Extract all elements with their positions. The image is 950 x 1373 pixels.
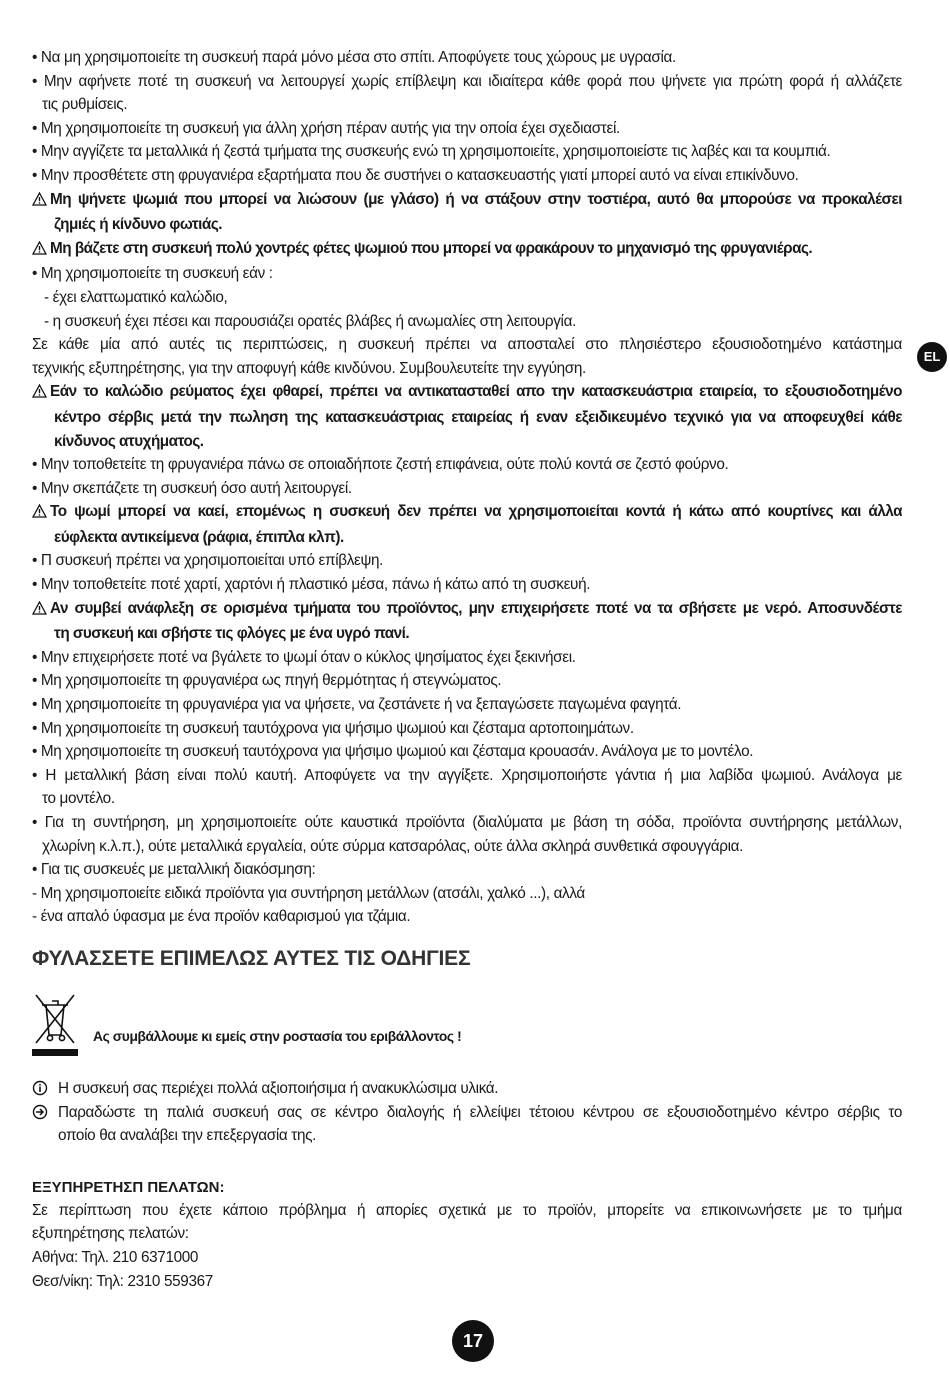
instruction-text: ένα απαλό ύφασμα με ένα προϊόν καθαρισμού για τζάμια. — [40, 908, 411, 926]
instruction-text: Το ψωμί μπορεί να καεί, επομένως η συσκευή δεν πρέπει να χρησιμοποιείται κοντά ή κάτω από κουρτίνες και άλλα — [50, 503, 902, 521]
dashflush-item-27-line-0 — [32, 905, 902, 929]
warn-item-14-line-0 — [32, 500, 902, 526]
para-item-10-line-0 — [32, 333, 902, 357]
bullet-item-3-line-0 — [32, 140, 902, 164]
instruction-text: χλωρίνη κ.λ.π.), ούτε μεταλλικά εργαλεία, ούτε σύρμα κατσαρόλας, ούτε άλλα σκληρά συνθετικά σφουγγάρια. — [42, 837, 744, 855]
customer-service-intro-1: Σε περίπτωση που έχετε κάποιο πρόβλημα ή απορίες σχετικά με το προϊόν, μπορείτε να επικοινωνήσετε με το τμήμα — [32, 1201, 902, 1219]
safety-instructions-list — [32, 46, 902, 929]
list-marker: • — [32, 696, 41, 714]
bullet-item-21-line-0 — [32, 717, 902, 741]
environment-caption: Ας συμβάλλουμε κι εμείς στην ροστασία του εριβάλλοντος ! — [93, 1028, 462, 1044]
info-icon — [32, 1080, 48, 1096]
instruction-text: Μη χρησιμοποιείτε τη φρυγανιέρα ως πηγή θερμότητας ή στεγνώματος. — [40, 672, 502, 690]
warn-item-11-line-0 — [32, 380, 902, 406]
bullet-item-19-line-0 — [32, 669, 902, 693]
list-marker: • — [32, 672, 41, 690]
warning-icon — [32, 190, 47, 214]
list-marker: • — [32, 72, 44, 90]
instruction-text: Μη χρησιμοποιείτε τη συσκευή για άλλη χρήση πέραν αυτής για την οποία έχει σχεδιαστεί. — [40, 119, 620, 137]
warn-item-5-line-1 — [32, 213, 902, 237]
bullet-item-7-line-0 — [32, 262, 902, 286]
instruction-text: Μη χρησιμοποιείτε τη συσκευή εάν : — [40, 265, 273, 283]
page-content — [32, 46, 902, 1293]
list-marker: • — [32, 766, 46, 784]
instruction-text: κέντρο σέρβις μετά την πωληση της κατασκευάστριας εταιρείας ή εναν εξειδικευμένο τεχνικό για να αποφευχθεί κάθε — [54, 408, 902, 426]
warning-icon — [32, 239, 47, 263]
list-marker: • — [32, 576, 41, 594]
bullet-item-12-line-0 — [32, 453, 902, 477]
instruction-text: Η μεταλλική βάση είναι πολύ καυτή. Αποφύγετε να την αγγίξετε. Χρησιμοποιήστε γάντια ή μια λαβίδα ψωμιού. Ανάλογα με — [45, 766, 902, 784]
dash-item-8-line-0 — [32, 286, 902, 310]
instruction-text: τις ρυθμίσεις. — [42, 96, 128, 114]
dropoff-line-2: οποίο θα αναλάβει την επεξεργασία της. — [58, 1127, 317, 1145]
athens-phone: Αθήνα: Τηλ. 210 6371000 — [32, 1248, 199, 1266]
list-marker: • — [32, 119, 41, 137]
weee-bar — [32, 1049, 78, 1056]
list-marker: • — [32, 143, 41, 161]
instruction-text: Μη χρησιμοποιείτε τη συσκευή ταυτόχρονα για ψήσιμο ψωμιού και ζέσταμα αρτοποιημάτων. — [40, 719, 634, 737]
list-marker: • — [32, 552, 41, 570]
dropoff-line-1: Παραδώστε τη παλιά συσκευή σας σε κέντρο διαλογής ή ελλείψει τέτοιου κέντρου σε εξουσιοδοτημένο κέντρο σέρβις το — [58, 1103, 902, 1121]
keep-instructions-title: ΦΥΛΑΣΣΕΤΕ ΕΠΙΜΕΛΩΣ ΑΥΤΕΣ ΤΙΣ ΟΔΗΓΙΕΣ — [32, 946, 471, 970]
dashflush-item-26-line-0 — [32, 882, 902, 906]
warning-icon — [32, 502, 47, 526]
instruction-text: Μη ψήνετε ψωμιά που μπορεί να λιώσουν (με γλάσο) ή να στάξουν στην τοστιέρα, αυτό θα μπορούσε να προκαλέσει — [50, 190, 902, 208]
instruction-text: η συσκευή έχει πέσει και παρουσιάζει ορατές βλάβες ή ανωμαλίες στη λειτουργία. — [52, 312, 576, 330]
list-marker: - — [44, 312, 53, 330]
instruction-text: Μη βάζετε στη συσκευή πολύ χοντρές φέτες ψωμιού που μπορεί να φρακάρουν το μηχανισμό της φρυγανιέρας. — [50, 239, 813, 257]
instruction-text: Μην αφήνετε ποτέ τη συσκευή να λειτουργεί χωρίς επίβλεψη και ιδιαίτερα κάθε φορά που ψήνετε για πρώτη φορά ή αλλάζετε — [43, 72, 902, 90]
instruction-text: Μη χρησιμοποιείτε τη συσκευή ταυτόχρονα για ψήσιμο ψωμιού και ζέσταμα κρουασάν. Ανάλογα με το μοντέλο. — [40, 743, 754, 761]
recyclable-text: Η συσκευή σας περιέχει πολλά αξιοποιήσιμα ή ανακυκλώσιμα υλικά. — [58, 1079, 499, 1097]
customer-service-intro-2: εξυπηρέτησης πελατών: — [32, 1225, 189, 1243]
instruction-text: Σε κάθε μία από αυτές τις περιπτώσεις, η συσκευή πρέπει να αποσταλεί στο πλησιέστερο εξουσιοδοτημένο κατάστημα — [32, 336, 902, 354]
instruction-text: Μην προσθέτετε στη φρυγανιέρα εξαρτήματα που δε συστήνει ο κατασκευαστής γιατί μπορεί αυτό να είναι επικίνδυνο. — [40, 166, 799, 184]
bullet-item-2-line-0 — [32, 117, 902, 141]
list-marker: - — [32, 908, 41, 926]
list-marker: • — [32, 166, 41, 184]
instruction-text: Π συσκευή πρέπει να χρησιμοποιείται υπό επίβλεψη. — [40, 552, 384, 570]
instruction-text: Για τις συσκευές με μεταλλική διακόσμηση: — [40, 861, 316, 879]
instruction-text: Για τη συντήρηση, μη χρησιμοποιείτε ούτε καυστικά προϊόντα (διαλύματα με βάση τη σόδα, προϊόντα συντήρησης μετάλλων, — [44, 814, 902, 831]
language-badge: EL — [917, 342, 947, 372]
warn-item-5-line-0 — [32, 188, 902, 214]
instruction-text: ζημιές ή κίνδυνο φωτιάς. — [54, 216, 223, 234]
bullet-item-22-line-0 — [32, 740, 902, 764]
para-item-10-line-1 — [32, 357, 902, 381]
instruction-text: Μην σκεπάζετε τη συσκευή όσο αυτή λειτουργεί. — [40, 479, 352, 497]
list-marker: - — [32, 884, 41, 902]
list-marker: • — [32, 814, 45, 831]
bullet-item-15-line-0 — [32, 549, 902, 573]
bullet-item-18-line-0 — [32, 646, 902, 670]
instruction-text: Μην αγγίζετε τα μεταλλικά ή ζεστά τμήματα της συσκευής ενώ τη χρησιμοποιείτε, χρησιμοποιείστε τις λαβές και τα κουμπιά. — [40, 143, 831, 161]
instruction-text: Να μη χρησιμοποιείτε τη συσκευή παρά μόνο μέσα στο σπίτι. Αποφύγετε τους χώρους με υγρασία. — [40, 49, 676, 66]
bullet-item-20-line-0 — [32, 693, 902, 717]
dash-item-9-line-0 — [32, 310, 902, 334]
instruction-text: εύφλεκτα αντικείμενα (ράφια, έπιπλα κλπ). — [54, 528, 344, 546]
warn-item-11-line-2 — [32, 430, 902, 454]
warn-item-6-line-0 — [32, 237, 902, 263]
arrow-right-icon — [32, 1104, 48, 1120]
warn-item-11-line-1 — [32, 406, 902, 430]
instruction-text: Μην τοποθετείτε τη φρυγανιέρα πάνω σε οποιαδήποτε ζεστή επιφάνεια, ούτε πολύ κοντά σε ζεστό φούρνο. — [40, 456, 729, 474]
list-marker: • — [32, 49, 41, 66]
list-marker: • — [32, 861, 41, 879]
instruction-text: Μην επιχειρήσετε ποτέ να βγάλετε το ψωμί όταν ο κύκλος ψησίματος έχει ξεκινήσει. — [40, 648, 576, 666]
instruction-text: έχει ελαττωματικό καλώδιο, — [52, 288, 228, 306]
instruction-text: Αν συμβεί ανάφλεξη σε ορισμένα τμήματα του προϊόντος, μην επιχειρήσετε ποτέ να τα σβήσετε με νερό. Αποσυνδέστε — [50, 599, 902, 617]
warn-item-17-line-1 — [32, 622, 902, 646]
instruction-text: Μη χρησιμοποιείτε ειδικά προϊόντα για συντήρηση μετάλλων (ατσάλι, χαλκό ...), αλλά — [40, 884, 585, 902]
list-marker: • — [32, 479, 41, 497]
list-marker: • — [32, 719, 41, 737]
warn-item-14-line-1 — [32, 526, 902, 550]
list-marker: • — [32, 456, 41, 474]
environment-section — [32, 991, 902, 1061]
instruction-text: Μη χρησιμοποιείτε τη φρυγανιέρα για να ψήσετε, να ζεστάνετε ή να ξεπαγώσετε παγωμένα φαγητά. — [40, 696, 682, 714]
bullet-item-0-line-0 — [32, 46, 902, 70]
list-marker: • — [32, 648, 41, 666]
bullet-item-24-line-1 — [32, 835, 902, 859]
bullet-item-13-line-0 — [32, 477, 902, 501]
crossed-bin-icon — [32, 991, 78, 1049]
bullet-item-24-line-0 — [32, 811, 902, 835]
list-marker: - — [44, 288, 53, 306]
instruction-text: κίνδυνος ατυχήματος. — [54, 432, 204, 450]
bullet-item-4-line-0 — [32, 164, 902, 188]
customer-service-title: ΕΞΥΠΗΡΕΤΗΣΠ ΠΕΛΑΤΩΝ: — [32, 1178, 225, 1196]
bullet-item-25-line-0 — [32, 858, 902, 882]
bullet-item-23-line-0 — [32, 764, 902, 788]
instruction-text: τεχνικής εξυπηρέτησης, για την αποφυγή κάθε κινδύνου. Συμβουλευτείτε την εγγύηση. — [32, 359, 586, 377]
dropoff-note — [32, 1101, 902, 1148]
instruction-text: Μην τοποθετείτε ποτέ χαρτί, χαρτόνι ή πλαστικό μέσα, πάνω ή κάτω από τη συσκευή. — [40, 576, 591, 594]
list-marker: • — [32, 265, 41, 283]
instruction-text: τη συσκευή και σβήστε τις φλόγες με ένα υγρό πανί. — [54, 625, 410, 643]
instruction-text: το μοντέλο. — [42, 790, 115, 808]
warn-item-17-line-0 — [32, 597, 902, 623]
recyclable-note — [32, 1077, 902, 1101]
instruction-text: Εάν το καλώδιο ρεύματος έχει φθαρεί, πρέπει να αντικατασταθεί απο την κατασκευάστρια εταιρεία, το εξουσιοδοτημένο — [50, 383, 902, 401]
bullet-item-16-line-0 — [32, 573, 902, 597]
warning-icon — [32, 382, 47, 406]
bullet-item-1-line-0 — [32, 70, 902, 94]
bullet-item-23-line-1 — [32, 787, 902, 811]
page-number: 17 — [452, 1320, 494, 1362]
warning-icon — [32, 599, 47, 623]
thessaloniki-phone: Θεσ/νίκη: Τηλ: 2310 559367 — [32, 1272, 213, 1290]
list-marker: • — [32, 743, 41, 761]
bullet-item-1-line-1 — [32, 93, 902, 117]
